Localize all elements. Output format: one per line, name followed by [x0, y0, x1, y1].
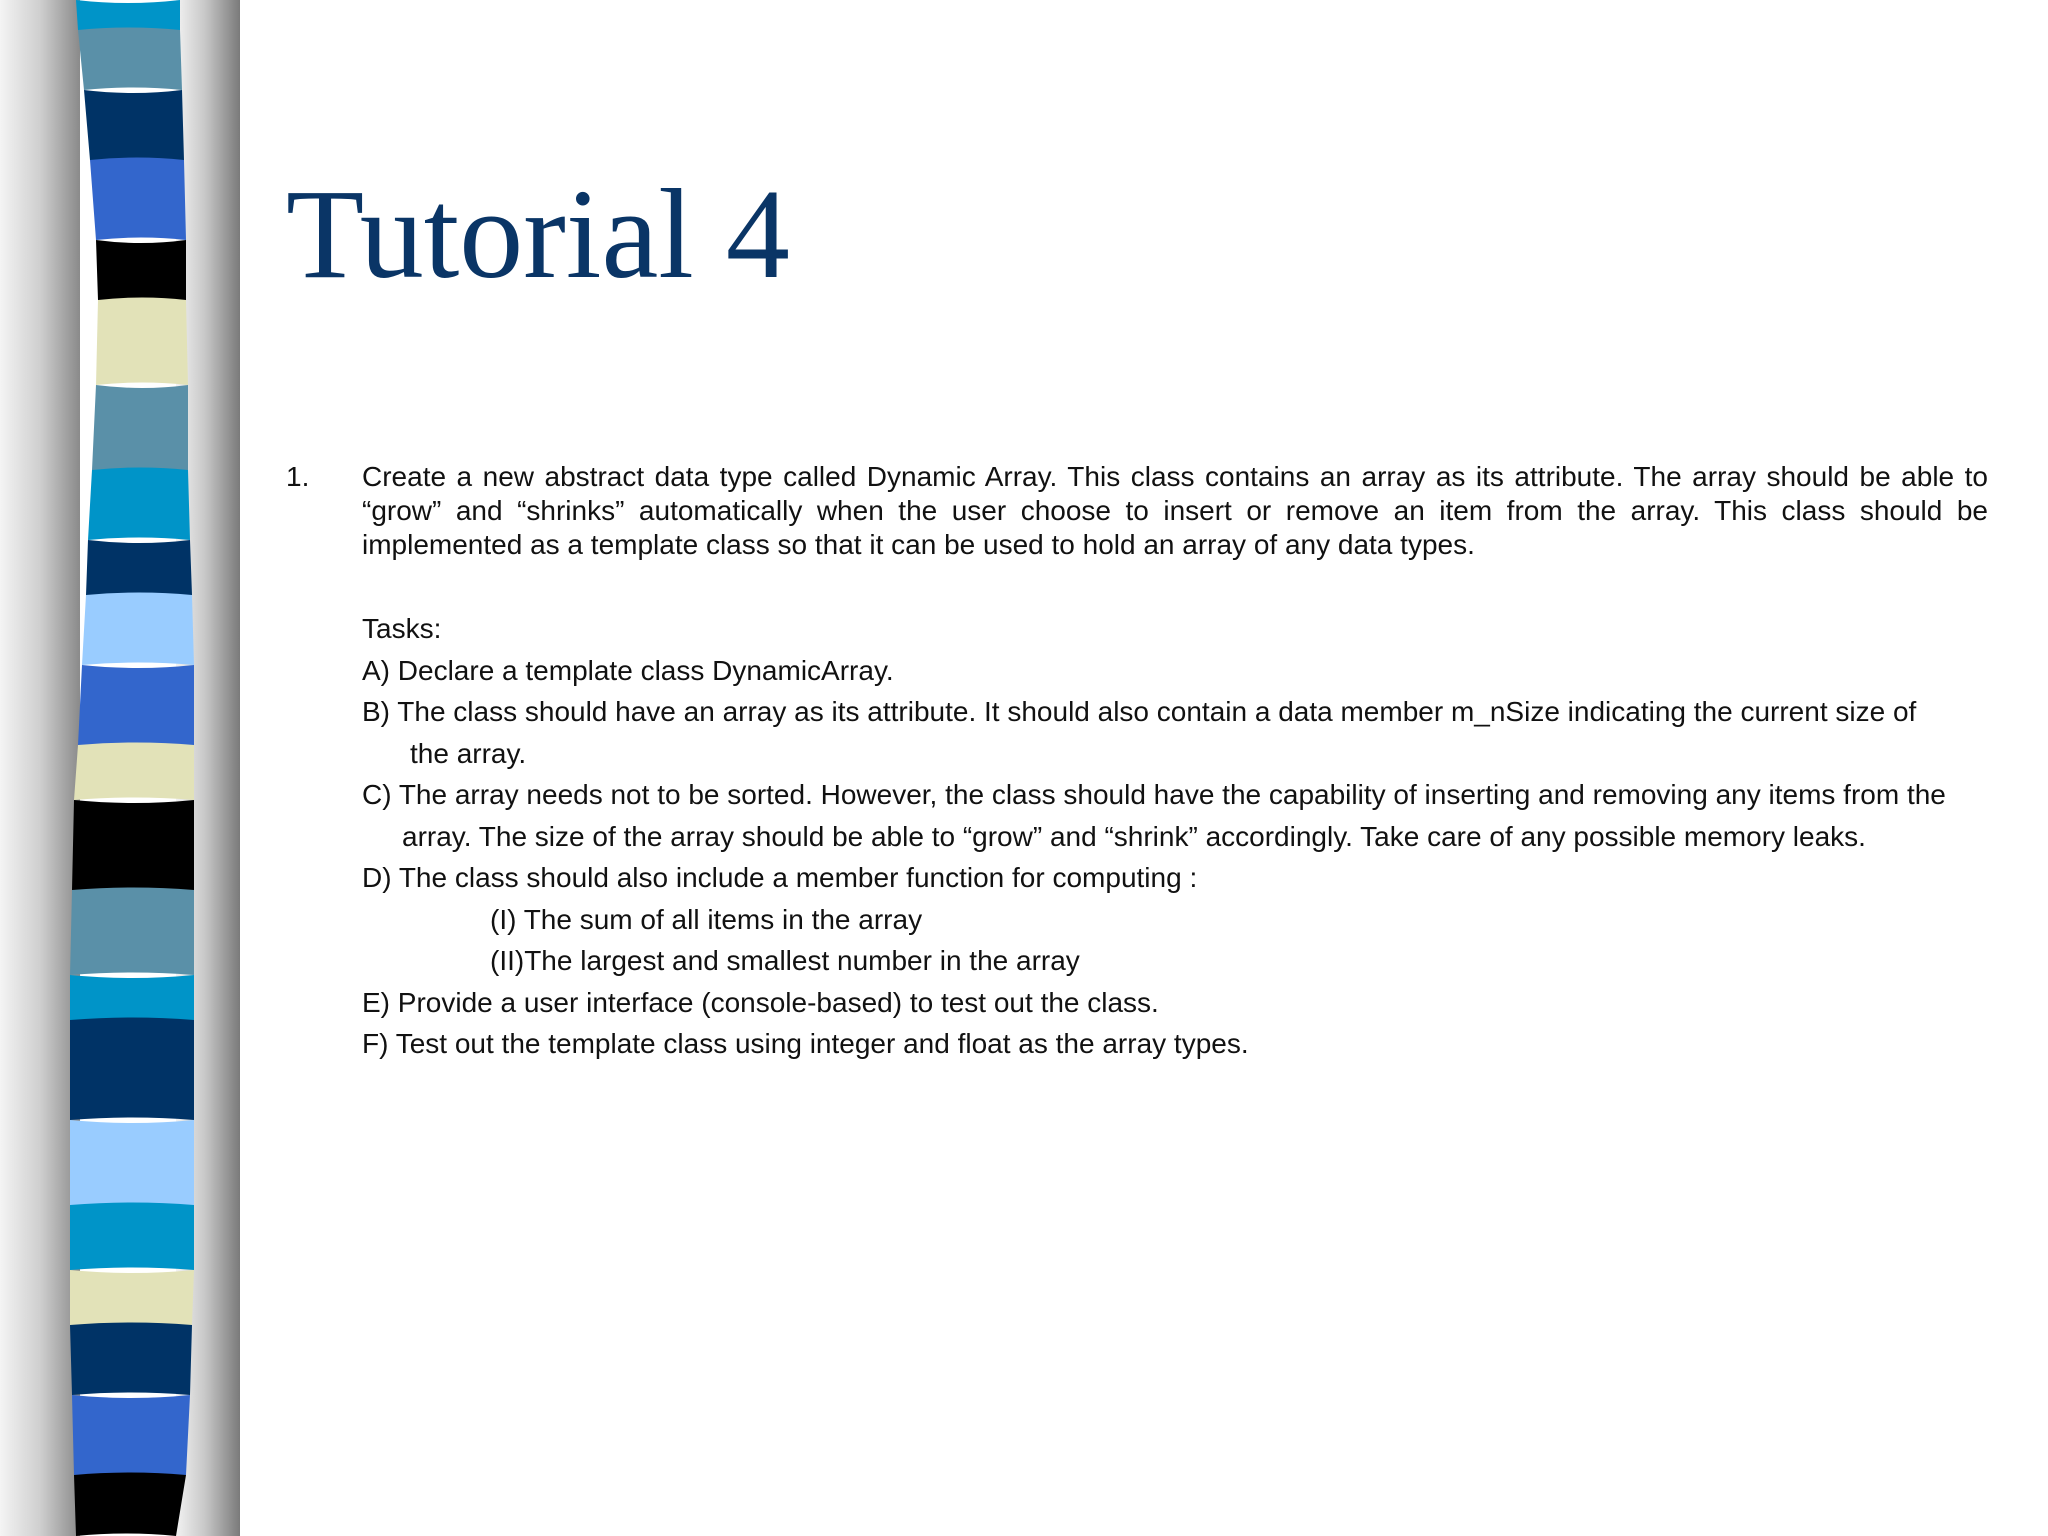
sidebar-stripe [70, 1018, 194, 1121]
sidebar-stripe [78, 28, 182, 91]
slide-title: Tutorial 4 [286, 163, 790, 305]
task-list [362, 608, 2022, 1065]
task-b-line-1: B) The class should have an array as its attribute. It should also contain a data member m_nSize indicating the current size of [362, 696, 1917, 727]
decorative-stripe-sidebar [0, 0, 240, 1536]
sidebar-left-shade [0, 0, 80, 1536]
assignment-description: Create a new abstract data type called Dynamic Array. This class contains an array as its attribute. The array should be able to “grow” and “shrinks” automatically when the user choose to insert or remove an item from the array. This class should be implemented as a template class so that it can be used to hold an array of any data types. [362, 461, 1988, 560]
sidebar-stripe [72, 1395, 190, 1478]
tasks-heading: Tasks: [362, 613, 442, 644]
task-d-subitem-2: (II)The largest and smallest number in the array [490, 945, 1080, 976]
task-d-subitem-1: (I) The sum of all items in the array [490, 903, 923, 935]
list-item-number: 1. [286, 461, 310, 492]
task-c-line-2: array. The size of the array should be able to “grow” and “shrink” accordingly. Take care of any possible memory leaks. [402, 820, 1866, 852]
sidebar-stripe [90, 158, 186, 241]
sidebar-stripe [74, 1473, 186, 1536]
sidebar-stripe [70, 1203, 194, 1271]
sidebar-stripe [86, 540, 192, 598]
sidebar-stripe [70, 1270, 194, 1328]
sidebar-stripe [74, 743, 194, 801]
sidebar-stripe [88, 468, 190, 541]
sidebar-stripe [72, 800, 194, 893]
task-f: F) Test out the template class using integer and float as the array types. [362, 1028, 1249, 1059]
sidebar-stripe [78, 665, 194, 748]
sidebar-stripe [70, 888, 194, 976]
task-e: E) Provide a user interface (console-based) to test out the class. [362, 986, 1159, 1018]
sidebar-stripe [70, 1120, 194, 1208]
task-a: A) Declare a template class DynamicArray. [362, 654, 894, 686]
sidebar-stripe [96, 298, 188, 386]
task-c-line-1: C) The array needs not to be sorted. However, the class should have the capability of inserting and removing any items from the [362, 779, 1946, 810]
sidebar-stripe [96, 240, 186, 303]
sidebar-stripes [70, 0, 194, 1536]
sidebar-stripe [70, 975, 194, 1023]
sidebar-stripe [82, 593, 194, 666]
sidebar-stripe [92, 385, 188, 473]
sidebar-stripe [84, 90, 184, 163]
task-b-line-2: the array. [410, 737, 527, 769]
task-d: D) The class should also include a member function for computing : [362, 862, 1198, 893]
sidebar-stripe [70, 1323, 192, 1396]
